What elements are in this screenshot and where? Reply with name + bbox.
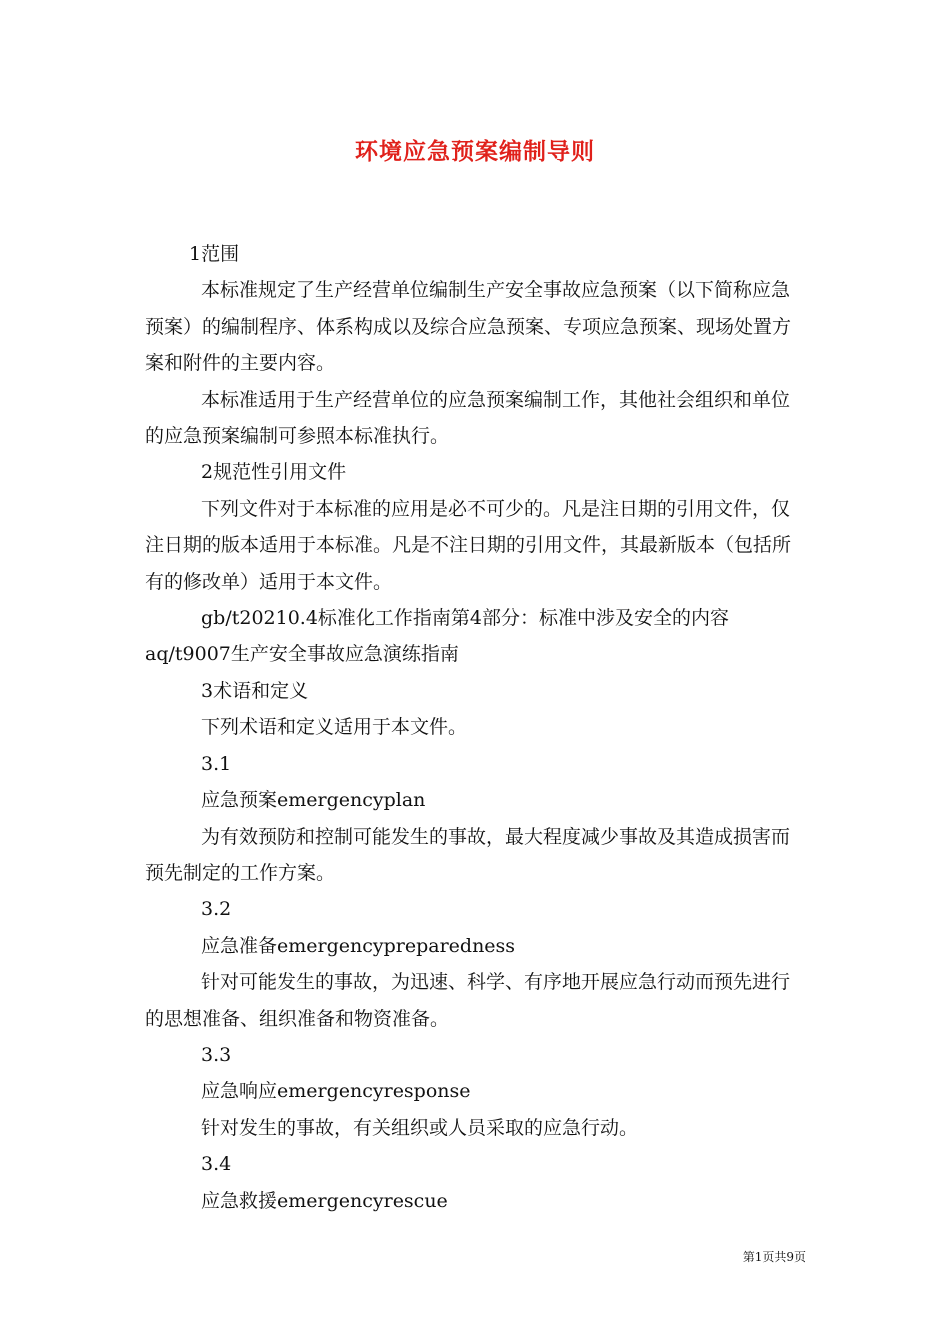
paragraph: gb/t20210.4标准化工作指南第4部分：标准中涉及安全的内容aq/t9007生产安全事故应急演练指南: [145, 607, 730, 666]
term-definition: 针对发生的事故，有关组织或人员采取的应急行动。: [201, 1116, 639, 1139]
clause-number: 3.2: [201, 898, 232, 921]
term-heading: 应急准备emergencypreparedness: [201, 934, 516, 957]
section-heading-references: 2规范性引用文件: [201, 461, 347, 484]
document-body: [145, 236, 807, 1219]
paragraph: 下列术语和定义适用于本文件。: [201, 716, 468, 739]
section-heading-scope: 1范围: [189, 243, 240, 265]
paragraph: 本标准适用于生产经营单位的应急预案编制工作，其他社会组织和单位的应急预案编制可参照本标准执行。: [145, 388, 791, 448]
term-heading: 应急响应emergencyresponse: [201, 1080, 471, 1103]
term-definition: 为有效预防和控制可能发生的事故，最大程度减少事故及其造成损害而预先制定的工作方案。: [145, 825, 791, 884]
clause-number: 3.3: [201, 1043, 232, 1066]
paragraph: 本标准规定了生产经营单位编制生产安全事故应急预案（以下简称应急预案）的编制程序、体系构成以及综合应急预案、专项应急预案、现场处置方案和附件的主要内容。: [145, 279, 792, 375]
paragraph: 下列文件对于本标准的应用是必不可少的。凡是注日期的引用文件，仅注日期的版本适用于本标准。凡是不注日期的引用文件，其最新版本（包括所有的修改单）适用于本文件。: [145, 497, 792, 593]
page-number: 第1页共9页: [742, 1250, 806, 1264]
term-definition: 针对可能发生的事故，为迅速、科学、有序地开展应急行动而预先进行的思想准备、组织准备和物资准备。: [145, 971, 791, 1030]
clause-number: 3.4: [201, 1153, 232, 1176]
section-heading-terms: 3术语和定义: [201, 679, 309, 702]
document-title: 环境应急预案编制导则: [355, 138, 595, 165]
term-heading: 应急救援emergencyrescue: [201, 1189, 448, 1212]
term-heading: 应急预案emergencyplan: [201, 789, 426, 812]
clause-number: 3.1: [201, 752, 232, 775]
